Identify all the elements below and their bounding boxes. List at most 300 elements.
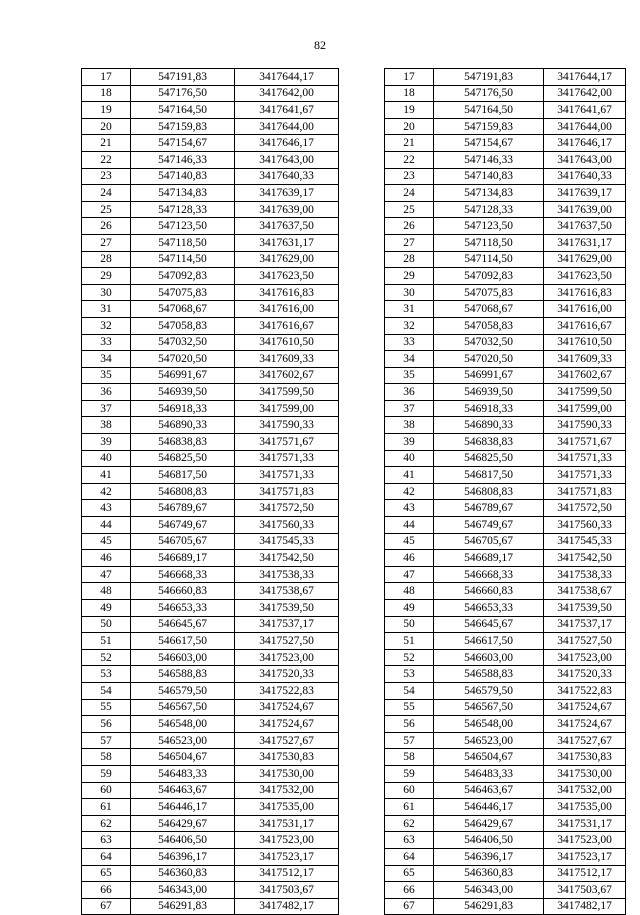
y-coordinate-cell: 3417571,33 <box>235 467 339 484</box>
column-gap <box>339 533 385 550</box>
y-coordinate-cell: 3417531,17 <box>544 815 626 832</box>
x-coordinate-cell: 546991,67 <box>131 367 235 384</box>
y-coordinate-cell: 3417571,33 <box>544 467 626 484</box>
table-row <box>82 550 626 567</box>
y-coordinate-cell: 3417610,50 <box>544 334 626 351</box>
table-row <box>82 102 626 119</box>
point-number-cell: 50 <box>385 616 434 633</box>
y-coordinate-cell: 3417523,00 <box>235 649 339 666</box>
page-number: 82 <box>314 38 326 52</box>
point-number-cell: 19 <box>385 102 434 119</box>
point-number-cell: 62 <box>385 815 434 832</box>
x-coordinate-cell: 546991,67 <box>434 367 544 384</box>
x-coordinate-cell: 546483,33 <box>434 765 544 782</box>
y-coordinate-cell: 3417629,00 <box>235 251 339 268</box>
column-gap <box>339 135 385 152</box>
x-coordinate-cell: 546343,00 <box>131 882 235 899</box>
y-coordinate-cell: 3417637,50 <box>544 218 626 235</box>
table-row <box>82 765 626 782</box>
y-coordinate-cell: 3417599,00 <box>544 400 626 417</box>
table-row <box>82 434 626 451</box>
table-row <box>82 317 626 334</box>
column-gap <box>339 201 385 218</box>
point-number-cell: 57 <box>82 732 131 749</box>
column-gap <box>339 234 385 251</box>
point-number-cell: 45 <box>385 533 434 550</box>
x-coordinate-cell: 547020,50 <box>131 351 235 368</box>
table-row <box>82 400 626 417</box>
x-coordinate-cell: 546825,50 <box>434 450 544 467</box>
y-coordinate-cell: 3417523,17 <box>544 848 626 865</box>
point-number-cell: 29 <box>385 268 434 285</box>
table-row <box>82 848 626 865</box>
table-row <box>82 566 626 583</box>
point-number-cell: 60 <box>82 782 131 799</box>
column-gap <box>339 583 385 600</box>
y-coordinate-cell: 3417602,67 <box>544 367 626 384</box>
x-coordinate-cell: 546548,00 <box>434 716 544 733</box>
y-coordinate-cell: 3417572,50 <box>235 500 339 517</box>
x-coordinate-cell: 546668,33 <box>131 566 235 583</box>
column-gap <box>339 649 385 666</box>
y-coordinate-cell: 3417535,00 <box>544 799 626 816</box>
y-coordinate-cell: 3417520,33 <box>544 666 626 683</box>
table-row <box>82 517 626 534</box>
point-number-cell: 53 <box>385 666 434 683</box>
y-coordinate-cell: 3417522,83 <box>235 682 339 699</box>
y-coordinate-cell: 3417532,00 <box>235 782 339 799</box>
column-gap <box>339 317 385 334</box>
y-coordinate-cell: 3417639,00 <box>235 201 339 218</box>
point-number-cell: 44 <box>82 517 131 534</box>
point-number-cell: 28 <box>385 251 434 268</box>
point-number-cell: 49 <box>82 600 131 617</box>
y-coordinate-cell: 3417616,83 <box>235 284 339 301</box>
point-number-cell: 30 <box>385 284 434 301</box>
table-row <box>82 384 626 401</box>
y-coordinate-cell: 3417537,17 <box>544 616 626 633</box>
table-row <box>82 600 626 617</box>
x-coordinate-cell: 546406,50 <box>131 832 235 849</box>
x-coordinate-cell: 546463,67 <box>131 782 235 799</box>
y-coordinate-cell: 3417623,50 <box>544 268 626 285</box>
table-row <box>82 865 626 882</box>
point-number-cell: 36 <box>82 384 131 401</box>
y-coordinate-cell: 3417571,33 <box>235 450 339 467</box>
y-coordinate-cell: 3417523,17 <box>235 848 339 865</box>
table-row <box>82 832 626 849</box>
x-coordinate-cell: 546291,83 <box>131 898 235 915</box>
x-coordinate-cell: 547134,83 <box>131 185 235 202</box>
point-number-cell: 55 <box>82 699 131 716</box>
y-coordinate-cell: 3417610,50 <box>235 334 339 351</box>
x-coordinate-cell: 547176,50 <box>131 85 235 102</box>
y-coordinate-cell: 3417616,00 <box>235 301 339 318</box>
x-coordinate-cell: 546429,67 <box>131 815 235 832</box>
x-coordinate-cell: 547191,83 <box>131 69 235 86</box>
table-row <box>82 367 626 384</box>
point-number-cell: 34 <box>82 351 131 368</box>
point-number-cell: 54 <box>82 682 131 699</box>
y-coordinate-cell: 3417590,33 <box>235 417 339 434</box>
column-gap <box>339 517 385 534</box>
y-coordinate-cell: 3417571,83 <box>235 483 339 500</box>
x-coordinate-cell: 546789,67 <box>131 500 235 517</box>
x-coordinate-cell: 547159,83 <box>131 118 235 135</box>
point-number-cell: 39 <box>82 434 131 451</box>
table-row <box>82 218 626 235</box>
table-row <box>82 500 626 517</box>
point-number-cell: 18 <box>385 85 434 102</box>
y-coordinate-cell: 3417644,00 <box>544 118 626 135</box>
point-number-cell: 65 <box>385 865 434 882</box>
column-gap <box>339 284 385 301</box>
x-coordinate-cell: 547068,67 <box>131 301 235 318</box>
x-coordinate-cell: 547075,83 <box>434 284 544 301</box>
x-coordinate-cell: 546653,33 <box>434 600 544 617</box>
y-coordinate-cell: 3417609,33 <box>544 351 626 368</box>
point-number-cell: 41 <box>385 467 434 484</box>
x-coordinate-cell: 546689,17 <box>131 550 235 567</box>
table-row <box>82 616 626 633</box>
column-gap <box>339 417 385 434</box>
x-coordinate-cell: 547146,33 <box>131 151 235 168</box>
x-coordinate-cell: 546939,50 <box>131 384 235 401</box>
x-coordinate-cell: 547032,50 <box>434 334 544 351</box>
y-coordinate-cell: 3417539,50 <box>235 600 339 617</box>
table-row <box>82 467 626 484</box>
column-gap <box>339 600 385 617</box>
y-coordinate-cell: 3417532,00 <box>544 782 626 799</box>
column-gap <box>339 85 385 102</box>
x-coordinate-cell: 546579,50 <box>434 682 544 699</box>
y-coordinate-cell: 3417571,33 <box>544 450 626 467</box>
point-number-cell: 55 <box>385 699 434 716</box>
y-coordinate-cell: 3417539,50 <box>544 600 626 617</box>
x-coordinate-cell: 547128,33 <box>434 201 544 218</box>
column-gap <box>339 185 385 202</box>
x-coordinate-cell: 546446,17 <box>434 799 544 816</box>
column-gap <box>339 268 385 285</box>
y-coordinate-cell: 3417599,50 <box>544 384 626 401</box>
point-number-cell: 21 <box>385 135 434 152</box>
point-number-cell: 47 <box>385 566 434 583</box>
table-row <box>82 882 626 899</box>
y-coordinate-cell: 3417538,33 <box>544 566 626 583</box>
point-number-cell: 58 <box>385 749 434 766</box>
column-gap <box>339 334 385 351</box>
point-number-cell: 20 <box>385 118 434 135</box>
column-gap <box>339 400 385 417</box>
column-gap <box>339 749 385 766</box>
point-number-cell: 64 <box>82 848 131 865</box>
column-gap <box>339 865 385 882</box>
point-number-cell: 26 <box>385 218 434 235</box>
point-number-cell: 17 <box>82 69 131 86</box>
y-coordinate-cell: 3417572,50 <box>544 500 626 517</box>
point-number-cell: 44 <box>385 517 434 534</box>
point-number-cell: 31 <box>82 301 131 318</box>
x-coordinate-cell: 546446,17 <box>131 799 235 816</box>
table-row <box>82 716 626 733</box>
x-coordinate-cell: 546588,83 <box>434 666 544 683</box>
y-coordinate-cell: 3417503,67 <box>235 882 339 899</box>
point-number-cell: 20 <box>82 118 131 135</box>
x-coordinate-cell: 546705,67 <box>434 533 544 550</box>
y-coordinate-cell: 3417641,67 <box>544 102 626 119</box>
table-row <box>82 815 626 832</box>
x-coordinate-cell: 547146,33 <box>434 151 544 168</box>
point-number-cell: 54 <box>385 682 434 699</box>
table-row <box>82 301 626 318</box>
point-number-cell: 40 <box>385 450 434 467</box>
x-coordinate-cell: 546463,67 <box>434 782 544 799</box>
column-gap <box>339 765 385 782</box>
column-gap <box>339 898 385 915</box>
y-coordinate-cell: 3417590,33 <box>544 417 626 434</box>
x-coordinate-cell: 547118,50 <box>434 234 544 251</box>
y-coordinate-cell: 3417523,00 <box>544 649 626 666</box>
point-number-cell: 27 <box>385 234 434 251</box>
y-coordinate-cell: 3417616,67 <box>544 317 626 334</box>
y-coordinate-cell: 3417631,17 <box>235 234 339 251</box>
y-coordinate-cell: 3417530,00 <box>544 765 626 782</box>
point-number-cell: 29 <box>82 268 131 285</box>
x-coordinate-cell: 547128,33 <box>131 201 235 218</box>
point-number-cell: 61 <box>385 799 434 816</box>
table-row <box>82 898 626 915</box>
y-coordinate-cell: 3417542,50 <box>544 550 626 567</box>
x-coordinate-cell: 546808,83 <box>131 483 235 500</box>
point-number-cell: 38 <box>82 417 131 434</box>
column-gap <box>339 550 385 567</box>
x-coordinate-cell: 546396,17 <box>131 848 235 865</box>
point-number-cell: 34 <box>385 351 434 368</box>
point-number-cell: 23 <box>385 168 434 185</box>
table-row <box>82 118 626 135</box>
x-coordinate-cell: 546406,50 <box>434 832 544 849</box>
y-coordinate-cell: 3417527,67 <box>544 732 626 749</box>
y-coordinate-cell: 3417524,67 <box>544 716 626 733</box>
x-coordinate-cell: 546918,33 <box>434 400 544 417</box>
column-gap <box>339 500 385 517</box>
y-coordinate-cell: 3417531,17 <box>235 815 339 832</box>
x-coordinate-cell: 546567,50 <box>131 699 235 716</box>
point-number-cell: 22 <box>385 151 434 168</box>
column-gap <box>339 633 385 650</box>
column-gap <box>339 168 385 185</box>
table-row <box>82 251 626 268</box>
y-coordinate-cell: 3417646,17 <box>235 135 339 152</box>
x-coordinate-cell: 546653,33 <box>131 600 235 617</box>
point-number-cell: 28 <box>82 251 131 268</box>
column-gap <box>339 450 385 467</box>
point-number-cell: 51 <box>82 633 131 650</box>
y-coordinate-cell: 3417527,50 <box>235 633 339 650</box>
point-number-cell: 50 <box>82 616 131 633</box>
point-number-cell: 65 <box>82 865 131 882</box>
x-coordinate-cell: 546918,33 <box>131 400 235 417</box>
table-row <box>82 185 626 202</box>
x-coordinate-cell: 547092,83 <box>434 268 544 285</box>
x-coordinate-cell: 547154,67 <box>131 135 235 152</box>
x-coordinate-cell: 547092,83 <box>131 268 235 285</box>
y-coordinate-cell: 3417527,67 <box>235 732 339 749</box>
point-number-cell: 64 <box>385 848 434 865</box>
column-gap <box>339 467 385 484</box>
y-coordinate-cell: 3417527,50 <box>544 633 626 650</box>
x-coordinate-cell: 546588,83 <box>131 666 235 683</box>
y-coordinate-cell: 3417623,50 <box>235 268 339 285</box>
x-coordinate-cell: 546523,00 <box>434 732 544 749</box>
point-number-cell: 40 <box>82 450 131 467</box>
point-number-cell: 66 <box>82 882 131 899</box>
x-coordinate-cell: 547123,50 <box>131 218 235 235</box>
point-number-cell: 38 <box>385 417 434 434</box>
point-number-cell: 42 <box>82 483 131 500</box>
x-coordinate-cell: 547164,50 <box>131 102 235 119</box>
table-row <box>82 85 626 102</box>
x-coordinate-cell: 547114,50 <box>434 251 544 268</box>
table-row <box>82 69 626 86</box>
x-coordinate-cell: 547058,83 <box>434 317 544 334</box>
point-number-cell: 35 <box>82 367 131 384</box>
x-coordinate-cell: 547118,50 <box>131 234 235 251</box>
column-gap <box>339 69 385 86</box>
x-coordinate-cell: 547164,50 <box>434 102 544 119</box>
y-coordinate-cell: 3417524,67 <box>544 699 626 716</box>
table-row <box>82 234 626 251</box>
x-coordinate-cell: 546789,67 <box>434 500 544 517</box>
x-coordinate-cell: 546645,67 <box>434 616 544 633</box>
y-coordinate-cell: 3417640,33 <box>544 168 626 185</box>
point-number-cell: 63 <box>385 832 434 849</box>
x-coordinate-cell: 547075,83 <box>131 284 235 301</box>
y-coordinate-cell: 3417571,67 <box>544 434 626 451</box>
column-gap <box>339 732 385 749</box>
point-number-cell: 61 <box>82 799 131 816</box>
x-coordinate-cell: 547134,83 <box>434 185 544 202</box>
coordinates-table-body <box>82 69 626 915</box>
x-coordinate-cell: 546668,33 <box>434 566 544 583</box>
point-number-cell: 41 <box>82 467 131 484</box>
y-coordinate-cell: 3417522,83 <box>544 682 626 699</box>
point-number-cell: 45 <box>82 533 131 550</box>
x-coordinate-cell: 546617,50 <box>434 633 544 650</box>
x-coordinate-cell: 546749,67 <box>434 517 544 534</box>
table-row <box>82 649 626 666</box>
x-coordinate-cell: 546825,50 <box>131 450 235 467</box>
y-coordinate-cell: 3417629,00 <box>544 251 626 268</box>
x-coordinate-cell: 546504,67 <box>131 749 235 766</box>
point-number-cell: 42 <box>385 483 434 500</box>
y-coordinate-cell: 3417545,33 <box>544 533 626 550</box>
x-coordinate-cell: 547123,50 <box>434 218 544 235</box>
table-row <box>82 417 626 434</box>
y-coordinate-cell: 3417637,50 <box>235 218 339 235</box>
y-coordinate-cell: 3417644,17 <box>544 69 626 86</box>
x-coordinate-cell: 546890,33 <box>131 417 235 434</box>
point-number-cell: 59 <box>82 765 131 782</box>
point-number-cell: 27 <box>82 234 131 251</box>
column-gap <box>339 882 385 899</box>
x-coordinate-cell: 546603,00 <box>131 649 235 666</box>
point-number-cell: 33 <box>82 334 131 351</box>
y-coordinate-cell: 3417616,00 <box>544 301 626 318</box>
x-coordinate-cell: 546360,83 <box>131 865 235 882</box>
y-coordinate-cell: 3417545,33 <box>235 533 339 550</box>
y-coordinate-cell: 3417535,00 <box>235 799 339 816</box>
point-number-cell: 17 <box>385 69 434 86</box>
y-coordinate-cell: 3417616,83 <box>544 284 626 301</box>
table-row <box>82 284 626 301</box>
point-number-cell: 32 <box>385 317 434 334</box>
y-coordinate-cell: 3417530,83 <box>544 749 626 766</box>
x-coordinate-cell: 546291,83 <box>434 898 544 915</box>
column-gap <box>339 102 385 119</box>
y-coordinate-cell: 3417616,67 <box>235 317 339 334</box>
x-coordinate-cell: 546617,50 <box>131 633 235 650</box>
point-number-cell: 62 <box>82 815 131 832</box>
table-row <box>82 533 626 550</box>
point-number-cell: 59 <box>385 765 434 782</box>
x-coordinate-cell: 546890,33 <box>434 417 544 434</box>
y-coordinate-cell: 3417523,00 <box>544 832 626 849</box>
y-coordinate-cell: 3417609,33 <box>235 351 339 368</box>
x-coordinate-cell: 546838,83 <box>434 434 544 451</box>
point-number-cell: 67 <box>82 898 131 915</box>
y-coordinate-cell: 3417571,67 <box>235 434 339 451</box>
table-row <box>82 699 626 716</box>
coordinates-table <box>81 68 626 915</box>
point-number-cell: 43 <box>385 500 434 517</box>
point-number-cell: 57 <box>385 732 434 749</box>
x-coordinate-cell: 546567,50 <box>434 699 544 716</box>
x-coordinate-cell: 546548,00 <box>131 716 235 733</box>
column-gap <box>339 716 385 733</box>
x-coordinate-cell: 546504,67 <box>434 749 544 766</box>
point-number-cell: 26 <box>82 218 131 235</box>
y-coordinate-cell: 3417599,50 <box>235 384 339 401</box>
x-coordinate-cell: 547154,67 <box>434 135 544 152</box>
y-coordinate-cell: 3417538,67 <box>544 583 626 600</box>
y-coordinate-cell: 3417571,83 <box>544 483 626 500</box>
point-number-cell: 58 <box>82 749 131 766</box>
x-coordinate-cell: 546817,50 <box>131 467 235 484</box>
point-number-cell: 32 <box>82 317 131 334</box>
point-number-cell: 63 <box>82 832 131 849</box>
point-number-cell: 18 <box>82 85 131 102</box>
table-row <box>82 483 626 500</box>
x-coordinate-cell: 547191,83 <box>434 69 544 86</box>
y-coordinate-cell: 3417537,17 <box>235 616 339 633</box>
y-coordinate-cell: 3417482,17 <box>544 898 626 915</box>
y-coordinate-cell: 3417530,00 <box>235 765 339 782</box>
x-coordinate-cell: 546579,50 <box>131 682 235 699</box>
x-coordinate-cell: 546343,00 <box>434 882 544 899</box>
x-coordinate-cell: 546429,67 <box>434 815 544 832</box>
y-coordinate-cell: 3417643,00 <box>544 151 626 168</box>
y-coordinate-cell: 3417560,33 <box>544 517 626 534</box>
y-coordinate-cell: 3417520,33 <box>235 666 339 683</box>
point-number-cell: 47 <box>82 566 131 583</box>
column-gap <box>339 434 385 451</box>
y-coordinate-cell: 3417643,00 <box>235 151 339 168</box>
x-coordinate-cell: 546483,33 <box>131 765 235 782</box>
table-row <box>82 782 626 799</box>
point-number-cell: 56 <box>385 716 434 733</box>
table-row <box>82 450 626 467</box>
